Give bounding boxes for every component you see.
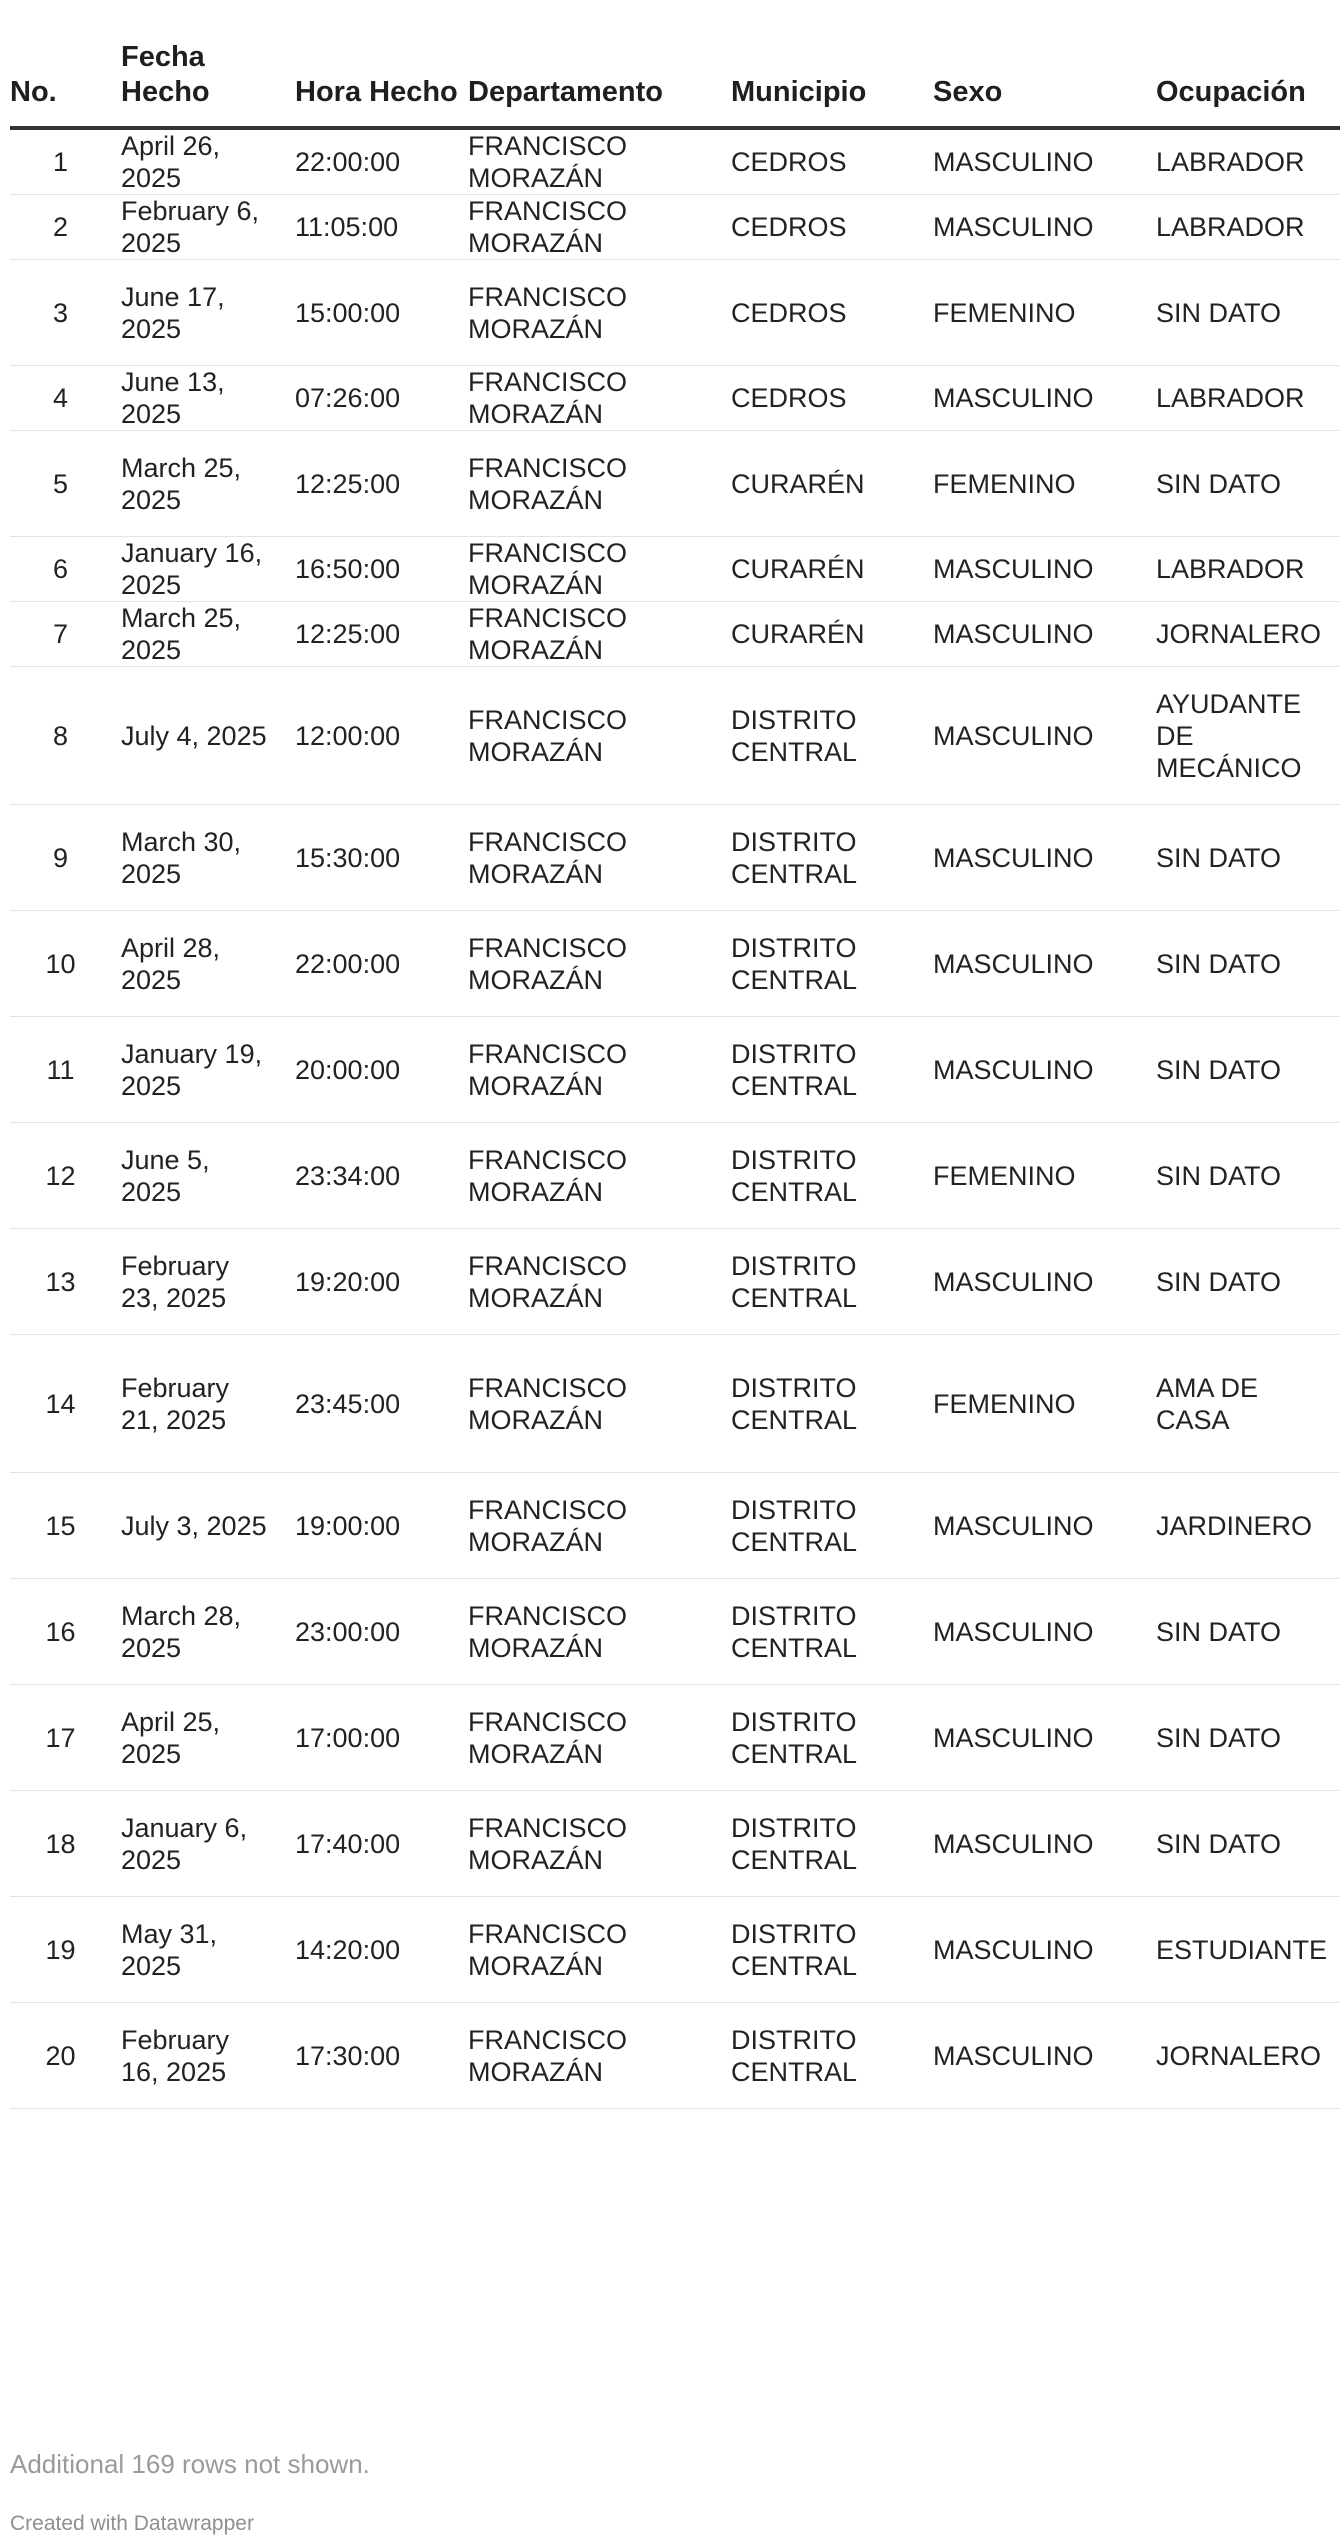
table-row	[10, 602, 1340, 667]
cell-ocupacion: SIN DATO	[1156, 1685, 1340, 1791]
cell-fecha-hecho: April 25, 2025	[121, 1685, 295, 1791]
cell-no: 15	[10, 1473, 121, 1579]
cell-departamento: FRANCISCO MORAZÁN	[468, 128, 731, 195]
table-row	[10, 195, 1340, 260]
cell-no: 20	[10, 2003, 121, 2109]
cell-no: 10	[10, 911, 121, 1017]
cell-hora-hecho: 19:00:00	[295, 1473, 468, 1579]
cell-hora-hecho: 14:20:00	[295, 1897, 468, 2003]
cell-municipio: DISTRITO CENTRAL	[731, 1897, 933, 2003]
column-header-no[interactable]: No.	[10, 40, 121, 128]
cell-no: 13	[10, 1229, 121, 1335]
table-row	[10, 431, 1340, 537]
cell-municipio: DISTRITO CENTRAL	[731, 805, 933, 911]
cell-fecha-hecho: February 6, 2025	[121, 195, 295, 260]
column-header-departamento[interactable]: Departamento	[468, 40, 731, 128]
cell-no: 7	[10, 602, 121, 667]
data-table-container	[10, 40, 1328, 2109]
cell-ocupacion: SIN DATO	[1156, 1579, 1340, 1685]
cell-no: 3	[10, 260, 121, 366]
table-row	[10, 2003, 1340, 2109]
cell-departamento: FRANCISCO MORAZÁN	[468, 1229, 731, 1335]
cell-ocupacion: LABRADOR	[1156, 537, 1340, 602]
cell-municipio: DISTRITO CENTRAL	[731, 1123, 933, 1229]
table-body	[10, 128, 1340, 2109]
cell-hora-hecho: 20:00:00	[295, 1017, 468, 1123]
cell-municipio: DISTRITO CENTRAL	[731, 1791, 933, 1897]
cell-sexo: MASCULINO	[933, 1791, 1156, 1897]
cell-sexo: MASCULINO	[933, 667, 1156, 805]
cell-departamento: FRANCISCO MORAZÁN	[468, 1685, 731, 1791]
cell-departamento: FRANCISCO MORAZÁN	[468, 911, 731, 1017]
table-row	[10, 1123, 1340, 1229]
cell-municipio: DISTRITO CENTRAL	[731, 1473, 933, 1579]
cell-hora-hecho: 17:40:00	[295, 1791, 468, 1897]
cell-hora-hecho: 15:00:00	[295, 260, 468, 366]
cell-no: 1	[10, 128, 121, 195]
cell-no: 2	[10, 195, 121, 260]
cell-departamento: FRANCISCO MORAZÁN	[468, 1473, 731, 1579]
cell-hora-hecho: 23:00:00	[295, 1579, 468, 1685]
cell-hora-hecho: 16:50:00	[295, 537, 468, 602]
cell-ocupacion: SIN DATO	[1156, 1123, 1340, 1229]
cell-ocupacion: SIN DATO	[1156, 805, 1340, 911]
cell-fecha-hecho: January 19, 2025	[121, 1017, 295, 1123]
cell-departamento: FRANCISCO MORAZÁN	[468, 431, 731, 537]
cell-hora-hecho: 23:34:00	[295, 1123, 468, 1229]
cell-departamento: FRANCISCO MORAZÁN	[468, 2003, 731, 2109]
cell-sexo: MASCULINO	[933, 1685, 1156, 1791]
cell-ocupacion: AYUDANTE DE MECÁNICO	[1156, 667, 1340, 805]
cell-ocupacion: LABRADOR	[1156, 195, 1340, 260]
cell-fecha-hecho: February 16, 2025	[121, 2003, 295, 2109]
column-header-municipio[interactable]: Municipio	[731, 40, 933, 128]
cell-sexo: MASCULINO	[933, 911, 1156, 1017]
cell-no: 4	[10, 366, 121, 431]
cell-ocupacion: ESTUDIANTE	[1156, 1897, 1340, 2003]
cell-municipio: DISTRITO CENTRAL	[731, 1579, 933, 1685]
cell-no: 17	[10, 1685, 121, 1791]
cell-sexo: MASCULINO	[933, 128, 1156, 195]
cell-sexo: MASCULINO	[933, 1579, 1156, 1685]
cell-fecha-hecho: February 23, 2025	[121, 1229, 295, 1335]
cell-departamento: FRANCISCO MORAZÁN	[468, 195, 731, 260]
table-row	[10, 260, 1340, 366]
cell-ocupacion: SIN DATO	[1156, 911, 1340, 1017]
cell-sexo: FEMENINO	[933, 260, 1156, 366]
table-row	[10, 1017, 1340, 1123]
cell-no: 11	[10, 1017, 121, 1123]
cell-fecha-hecho: July 3, 2025	[121, 1473, 295, 1579]
header-row	[10, 40, 1340, 128]
table-row	[10, 1685, 1340, 1791]
table-row	[10, 911, 1340, 1017]
table-row	[10, 128, 1340, 195]
cell-fecha-hecho: May 31, 2025	[121, 1897, 295, 2003]
cell-sexo: MASCULINO	[933, 2003, 1156, 2109]
cell-ocupacion: JARDINERO	[1156, 1473, 1340, 1579]
cell-hora-hecho: 12:00:00	[295, 667, 468, 805]
cell-fecha-hecho: March 25, 2025	[121, 602, 295, 667]
cell-sexo: MASCULINO	[933, 602, 1156, 667]
cell-no: 14	[10, 1335, 121, 1473]
cell-departamento: FRANCISCO MORAZÁN	[468, 260, 731, 366]
cell-hora-hecho: 12:25:00	[295, 602, 468, 667]
cell-sexo: MASCULINO	[933, 537, 1156, 602]
cell-municipio: CEDROS	[731, 195, 933, 260]
cell-municipio: CURARÉN	[731, 431, 933, 537]
cell-no: 6	[10, 537, 121, 602]
cell-fecha-hecho: January 16, 2025	[121, 537, 295, 602]
cell-ocupacion: JORNALERO	[1156, 602, 1340, 667]
cell-departamento: FRANCISCO MORAZÁN	[468, 1897, 731, 2003]
table-row	[10, 1579, 1340, 1685]
cell-municipio: DISTRITO CENTRAL	[731, 1017, 933, 1123]
cell-departamento: FRANCISCO MORAZÁN	[468, 1123, 731, 1229]
cell-ocupacion: SIN DATO	[1156, 260, 1340, 366]
cell-hora-hecho: 11:05:00	[295, 195, 468, 260]
table-header	[10, 40, 1340, 128]
cell-municipio: CEDROS	[731, 128, 933, 195]
cell-hora-hecho: 17:30:00	[295, 2003, 468, 2109]
cell-hora-hecho: 12:25:00	[295, 431, 468, 537]
table-row	[10, 1229, 1340, 1335]
cell-ocupacion: AMA DE CASA	[1156, 1335, 1340, 1473]
cell-sexo: MASCULINO	[933, 1897, 1156, 2003]
cell-municipio: CURARÉN	[731, 602, 933, 667]
cell-hora-hecho: 19:20:00	[295, 1229, 468, 1335]
cell-municipio: CEDROS	[731, 260, 933, 366]
cell-departamento: FRANCISCO MORAZÁN	[468, 366, 731, 431]
cell-sexo: MASCULINO	[933, 366, 1156, 431]
cell-departamento: FRANCISCO MORAZÁN	[468, 805, 731, 911]
column-header-sexo[interactable]: Sexo	[933, 40, 1156, 128]
cell-municipio: DISTRITO CENTRAL	[731, 1229, 933, 1335]
cell-municipio: DISTRITO CENTRAL	[731, 911, 933, 1017]
cell-fecha-hecho: April 28, 2025	[121, 911, 295, 1017]
cell-ocupacion: JORNALERO	[1156, 2003, 1340, 2109]
cell-fecha-hecho: June 5, 2025	[121, 1123, 295, 1229]
cell-municipio: DISTRITO CENTRAL	[731, 2003, 933, 2109]
cell-departamento: FRANCISCO MORAZÁN	[468, 602, 731, 667]
cell-no: 19	[10, 1897, 121, 2003]
cell-sexo: MASCULINO	[933, 1017, 1156, 1123]
table-row	[10, 1335, 1340, 1473]
cell-fecha-hecho: June 17, 2025	[121, 260, 295, 366]
cell-ocupacion: SIN DATO	[1156, 1791, 1340, 1897]
cell-sexo: FEMENINO	[933, 1335, 1156, 1473]
cell-municipio: CURARÉN	[731, 537, 933, 602]
cell-hora-hecho: 07:26:00	[295, 366, 468, 431]
cell-fecha-hecho: March 30, 2025	[121, 805, 295, 911]
table-row	[10, 537, 1340, 602]
column-header-ocupacion[interactable]: Ocupación	[1156, 40, 1340, 128]
cell-hora-hecho: 15:30:00	[295, 805, 468, 911]
cell-sexo: FEMENINO	[933, 1123, 1156, 1229]
cell-no: 18	[10, 1791, 121, 1897]
cell-sexo: FEMENINO	[933, 431, 1156, 537]
cell-municipio: DISTRITO CENTRAL	[731, 667, 933, 805]
cell-fecha-hecho: March 28, 2025	[121, 1579, 295, 1685]
table-row	[10, 1791, 1340, 1897]
cell-no: 9	[10, 805, 121, 911]
cell-ocupacion: LABRADOR	[1156, 366, 1340, 431]
cell-ocupacion: SIN DATO	[1156, 1229, 1340, 1335]
table-row	[10, 805, 1340, 911]
table-notes: Additional 169 rows not shown.	[10, 2449, 370, 2479]
datawrapper-credit: Created with Datawrapper	[10, 2512, 254, 2535]
cell-sexo: MASCULINO	[933, 805, 1156, 911]
cell-municipio: CEDROS	[731, 366, 933, 431]
cell-ocupacion: LABRADOR	[1156, 128, 1340, 195]
cell-ocupacion: SIN DATO	[1156, 431, 1340, 537]
cell-fecha-hecho: January 6, 2025	[121, 1791, 295, 1897]
table-row	[10, 366, 1340, 431]
table-row	[10, 667, 1340, 805]
cell-no: 16	[10, 1579, 121, 1685]
cell-ocupacion: SIN DATO	[1156, 1017, 1340, 1123]
cell-fecha-hecho: July 4, 2025	[121, 667, 295, 805]
table-row	[10, 1897, 1340, 2003]
cell-municipio: DISTRITO CENTRAL	[731, 1335, 933, 1473]
data-table	[10, 40, 1340, 2109]
cell-sexo: MASCULINO	[933, 195, 1156, 260]
column-header-hora-hecho[interactable]: Hora Hecho	[295, 40, 468, 128]
table-row	[10, 1473, 1340, 1579]
cell-fecha-hecho: March 25, 2025	[121, 431, 295, 537]
cell-departamento: FRANCISCO MORAZÁN	[468, 667, 731, 805]
cell-hora-hecho: 23:45:00	[295, 1335, 468, 1473]
cell-hora-hecho: 22:00:00	[295, 911, 468, 1017]
cell-hora-hecho: 22:00:00	[295, 128, 468, 195]
cell-fecha-hecho: April 26, 2025	[121, 128, 295, 195]
cell-sexo: MASCULINO	[933, 1473, 1156, 1579]
cell-sexo: MASCULINO	[933, 1229, 1156, 1335]
cell-departamento: FRANCISCO MORAZÁN	[468, 537, 731, 602]
cell-fecha-hecho: February 21, 2025	[121, 1335, 295, 1473]
cell-hora-hecho: 17:00:00	[295, 1685, 468, 1791]
column-header-fecha-hecho[interactable]: Fecha Hecho	[121, 40, 295, 128]
cell-departamento: FRANCISCO MORAZÁN	[468, 1791, 731, 1897]
cell-fecha-hecho: June 13, 2025	[121, 366, 295, 431]
cell-no: 8	[10, 667, 121, 805]
cell-no: 5	[10, 431, 121, 537]
cell-departamento: FRANCISCO MORAZÁN	[468, 1579, 731, 1685]
cell-departamento: FRANCISCO MORAZÁN	[468, 1017, 731, 1123]
cell-departamento: FRANCISCO MORAZÁN	[468, 1335, 731, 1473]
cell-municipio: DISTRITO CENTRAL	[731, 1685, 933, 1791]
cell-no: 12	[10, 1123, 121, 1229]
